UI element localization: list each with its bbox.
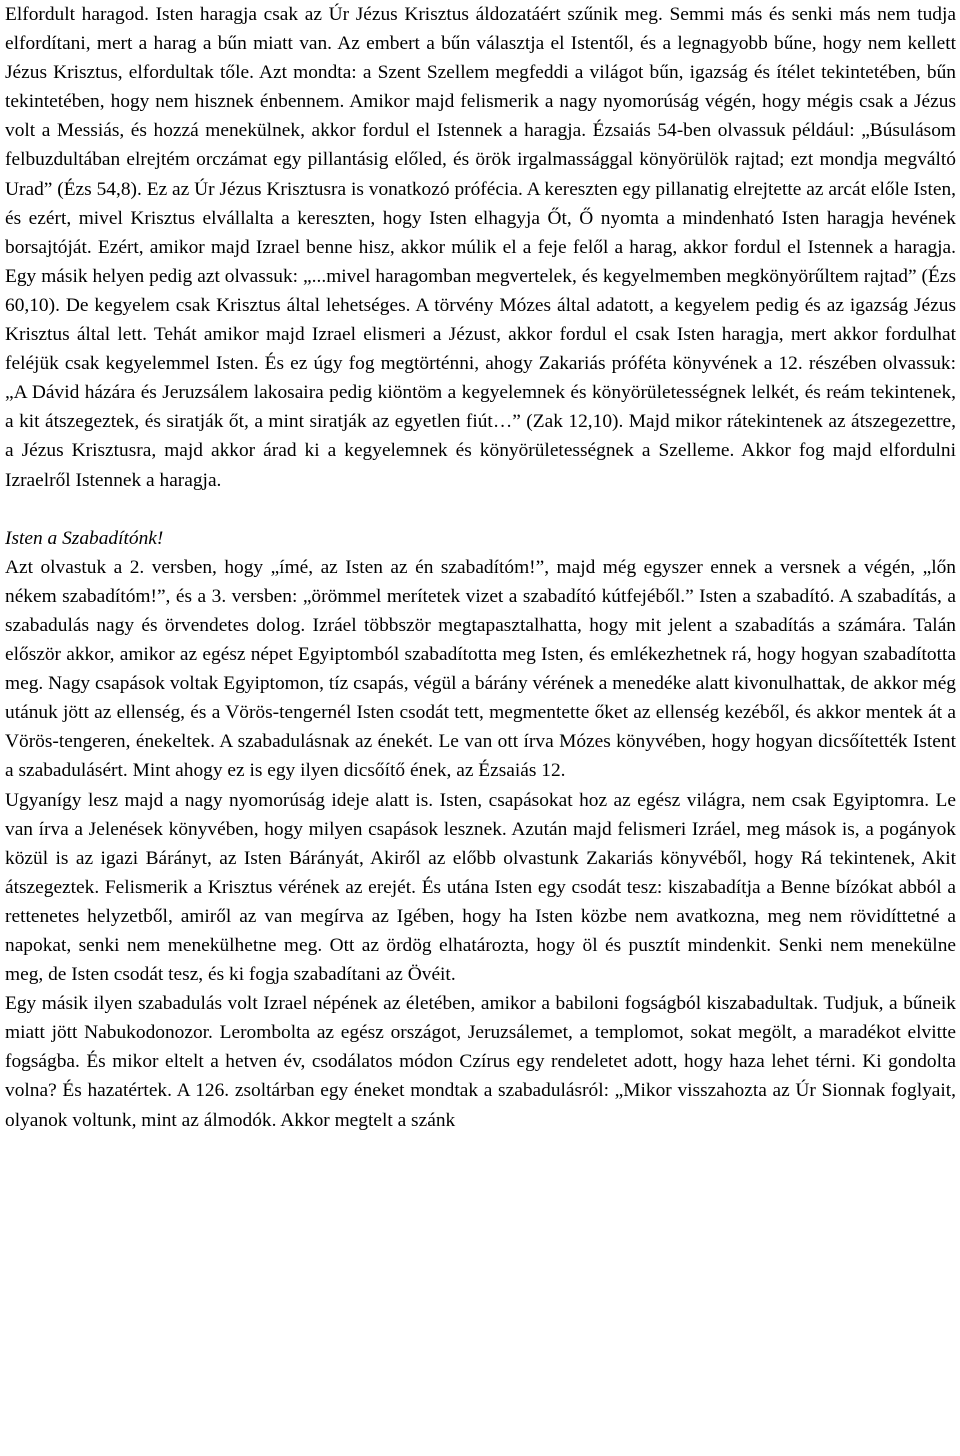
paragraph-szabadito: Azt olvastuk a 2. versben, hogy „ímé, az Isten az én szabadítóm!”, majd még egyszer ennek a versnek a végén, „lőn nékem szabadítóm!”, és a 3. versben: „örömmel merítetek vizet a szabadító kútfejéből.” Isten a szabadító. A szabadítás, a szabadulás nagy és örvendetes dolog. Izráel többször megtapasztalhatta, hogy mit jelent a szabadítás a számára. Talán először akkor, amikor az egész népet Egyiptomból szabadította meg Isten, és emlékezhetnek rá, hogy hogyan szabadította meg. Nagy csapások voltak Egyiptomon, tíz csapás, végül a bárány vérének a menedéke alatt kivonulhattak, de akkor még utánuk jött az ellenség, és a Vörös-tengernél Isten csodát tett, megmentette őket az ellenség kezéből, és akkor mentek át a Vörös-tengeren, énekeltek. A szabadulásnak az énekét. Le van ott írva Mózes könyvében, hogy hogyan dicsőítették Istent a szabadulásért. Mint ahogy ez is egy ilyen dicsőítő ének, az Ézsaiás 12.	[5, 556, 956, 782]
paragraph-harag: Elfordult haragod. Isten haragja csak az Úr Jézus Krisztus áldozatáért szűnik meg. Semmi más és senki más nem tudja elfordítani, mert a harag a bűn miatt van. Az embert a bűn választja el Istentől, és a legnagyobb bűne, hogy nem kellett Jézus Krisztus, elfordultak tőle. Azt mondta: a Szent Szellem megfeddi a világot bűn, igazság és ítélet tekintetében, bűn tekintetében, hogy nem hisznek énbennem. Amikor majd felismerik a nagy nyomorúság végén, hogy mégis csak a Jézus volt a Messiás, és hozzá menekülnek, akkor fordul el Istennek a haragja. Ézsaiás 54-ben olvassuk például: „Búsulásom felbuzdultában elrejtém orczámat egy pillantásig előled, és örök irgalmassággal könyörülök rajtad; ezt mondja megváltó Urad” (Ézs 54,8). Ez az Úr Jézus Krisztusra is vonatkozó prófécia. A kereszten egy pillanatig elrejtette az arcát előle Isten, és ezért, mivel Krisztus elvállalta a kereszten, hogy Isten elhagyja Őt, Ő nyomta a mindenható Isten haragja hevének borsajtóját. Ezért, amikor majd Izrael benne hisz, akkor múlik el a feje felől a harag, akkor fordul el Istennek a haragja. Egy másik helyen pedig azt olvassuk: „...mivel haragomban megvertelek, és kegyelmemben megkönyörűltem rajtad” (Ézs 60,10). De kegyelem csak Krisztus által lehetséges. A törvény Mózes által adatott, a kegyelem pedig és az igazság Jézus Krisztus által lett. Tehát amikor majd Izrael elismeri a Jézust, akkor fordul el csak Isten haragja, mert akkor fordulhat feléjük csak kegyelemmel Isten. És ez úgy fog megtörténni, ahogy Zakariás próféta könyvének a 12. részében olvassuk: „A Dávid házára és Jeruzsálem lakosaira pedig kiöntöm a kegyelemnek és könyörületességnek lelkét, és reám tekintenek, a kit átszegeztek, és siratják őt, a mint siratják az egyetlen fiút…” (Zak 12,10). Majd mikor rátekintenek az átszegezettre, a Jézus Krisztusra, majd akkor árad ki a kegyelemnek és könyörületességnek a Szelleme. Akkor fog majd elfordulni Izraelről Istennek a haragja.	[5, 4, 956, 491]
paragraph-nyomorusag: Ugyanígy lesz majd a nagy nyomorúság ideje alatt is. Isten, csapásokat hoz az egész világra, nem csak Egyiptomra. Le van írva a Jelenések könyvében, hogy milyen csapások lesznek. Azután majd felismeri Izráel, meg mások is, a pogányok közül is az igazi Bárányt, az Isten Bárányát, Akiről az előbb olvastunk Zakariás könyvéből, hogy Rá tekintenek, Akit átszegeztek. Felismerik a Krisztus vérének az erejét. És utána Isten egy csodát tesz: kiszabadítja a Benne bízókat abból a rettenetes helyzetből, amiről az van megírva az Igében, hogy ha Isten közbe nem avatkozna, meg nem rövidíttetné a napokat, senki nem menekülhetne meg. Ott az ördög elhatározta, hogy öl és pusztít mindenkit. Senki nem menekülne meg, de Isten csodát tesz, és ki fogja szabadítani az Övéit.	[5, 789, 956, 986]
paragraph-spacer	[5, 495, 956, 524]
section-heading: Isten a Szabadítónk!	[5, 527, 164, 549]
paragraph-babiloni-fogsag: Egy másik ilyen szabadulás volt Izrael népének az életében, amikor a babiloni fogságból kiszabadultak. Tudjuk, a bűneik miatt jött Nabukodonozor. Lerombolta az egész országot, Jeruzsálemet, a templomot, sokat megölt, a maradékot elvitte fogságba. És mikor eltelt a hetven év, csodálatos módon Czírus egy rendeletet adott, hogy haza lehet térni. Ki gondolta volna? És hazatértek. A 126. zsoltárban egy éneket mondtak a szabadulásról: „Mikor visszahozta az Úr Sionnak foglyait, olyanok voltunk, mint az álmodók. Akkor megtelt a szánk	[5, 993, 956, 1131]
